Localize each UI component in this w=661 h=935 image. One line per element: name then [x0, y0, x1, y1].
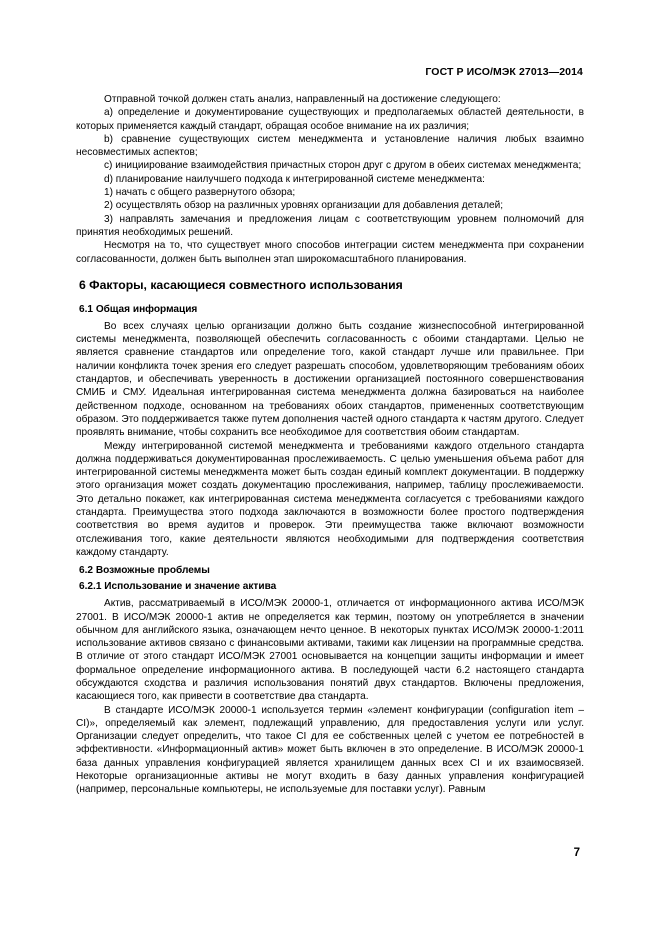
- section-6-heading: 6 Факторы, касающиеся совместного использования: [79, 277, 403, 292]
- document-body: [76, 93, 584, 797]
- intro-sub-3: 3) направлять замечания и предложения лицам с соответствующим уровнем полномочий для принятия необходимых решений.: [76, 213, 584, 238]
- page-header-standard: ГОСТ Р ИСО/МЭК 27013—2014: [425, 66, 583, 78]
- intro-item-a: а) определение и документирование существующих и предполагаемых областей деятельности, в которых применяется каждый стандарт, обращая особое внимание на их различия;: [76, 107, 584, 132]
- intro-item-b: b) сравнение существующих систем менеджмента и установление наличия любых взаимно несовместимых аспектов;: [76, 133, 584, 159]
- intro-item-c: c) инициирование взаимодействия причастных сторон друг с другом в обеих системах менеджмента;: [104, 160, 582, 172]
- intro-closing: Несмотря на то, что существует много способов интеграции систем менеджмента при сохранении согласованности, должен быть выполнен этап широкомасштабного планирования.: [76, 240, 584, 265]
- intro-sub-1: 1) начать с общего развернутого обзора;: [104, 187, 296, 199]
- section-6-2-heading: 6.2 Возможные проблемы: [79, 565, 210, 577]
- intro-item-d: d) планирование наилучшего подхода к интегрированной системе менеджмента:: [104, 173, 485, 185]
- section-6-2-1-paragraph-2: В стандарте ИСО/МЭК 20000-1 используется термин «элемент конфигурации (configuration item – CI)», определяемый как элемент, подлежащий управлению, для предоставления услуги или услуг. Организации следует определить, что такое CI для ее собственных целей с учетом ее потребностей в эффективности. «Информационный актив» может быть включен в это определение. В ИСО/МЭК 20000-1 база данных управления конфигурацией является хранилищем данных всех CI и их взаимосвязей. Некоторые организационные активы не могут входить в базу данных управления конфигурацией (например, персональные компьютеры, не используемые для поставки услуг). Равным: [76, 704, 584, 796]
- page-number: 7: [573, 847, 580, 859]
- intro-sub-2: 2) осуществлять обзор на различных уровнях организации для добавления деталей;: [104, 200, 504, 212]
- section-6-2-1-paragraph-1: Актив, рассматриваемый в ИСО/МЭК 20000-1, отличается от информационного актива ИСО/МЭК 27001. В ИСО/МЭК 20000-1 актив не определяется как термин, поэтому он употребляется в значении обычном для английского языка, означающем нечто ценное. В некоторых пунктах ИСО/МЭК 20000-1:2011 использование активов связано с финансовыми активами, такими как лицензии на программные средства. В отличие от этого стандарт ИСО/МЭК 27001 основывается на концепции защиты информации и имеет формальное определение информационного актива. В последующей части 6.2 настоящего стандарта обсуждаются сходства и различия использования понятий двух стандартов. Включены предложения, касающиеся того, как привести в соответствие два стандарта.: [76, 598, 584, 703]
- section-6-2-1-heading: 6.2.1 Использование и значение актива: [79, 581, 277, 593]
- intro-lead: Отправной точкой должен стать анализ, направленный на достижение следующего:: [104, 94, 501, 105]
- section-6-1-paragraph-2: Между интегрированной системой менеджмента и требованиями каждого отдельного стандарта должна поддерживаться документированная прослеживаемость. С целью уменьшения объема работ для интегрированной системы менеджмента может быть создан единый комплект документации. В поддержку этого организация может создать документацию прослеживания, например, таблицу прослеживаемости. Это детально покажет, как интегрированная система менеджмента согласуется с требованиями каждого стандарта. Преимущества этого подхода заключаются в возможности более простого подтверждения соответствия во время аудитов и проверок. Эти преимущества также включают возможности отслеживания того, какие деятельности являются необходимыми для подтверждения соответствия каждому стандарту.: [76, 440, 584, 558]
- section-6-1-paragraph-1: Во всех случаях целью организации должно быть создание жизнеспособной интегрированной системы менеджмента, позволяющей обеспечить согласованность с обоими стандартами. Целью не является сравнение стандартов или определение того, какой стандарт лучше или правильнее. При наличии конфликта точек зрения его следует разрешать способом, удовлетворяющим требованиям обоих стандартов, и обеспечивать уверенность в достижении организацией постоянного совершенствования СМИБ и СМУ. Идеальная интегрированная система менеджмента должна базироваться на наиболее действенном подходе, основанном на требованиях обоих стандартов, примененных соответствующим образом. Это поддерживается также путем дополнения частей одного стандарта к частям другого. Следует проявлять внимание, чтобы сохранить все необходимое для соответствия обоим стандартам.: [76, 320, 584, 439]
- section-6-1-heading: 6.1 Общая информация: [79, 303, 198, 315]
